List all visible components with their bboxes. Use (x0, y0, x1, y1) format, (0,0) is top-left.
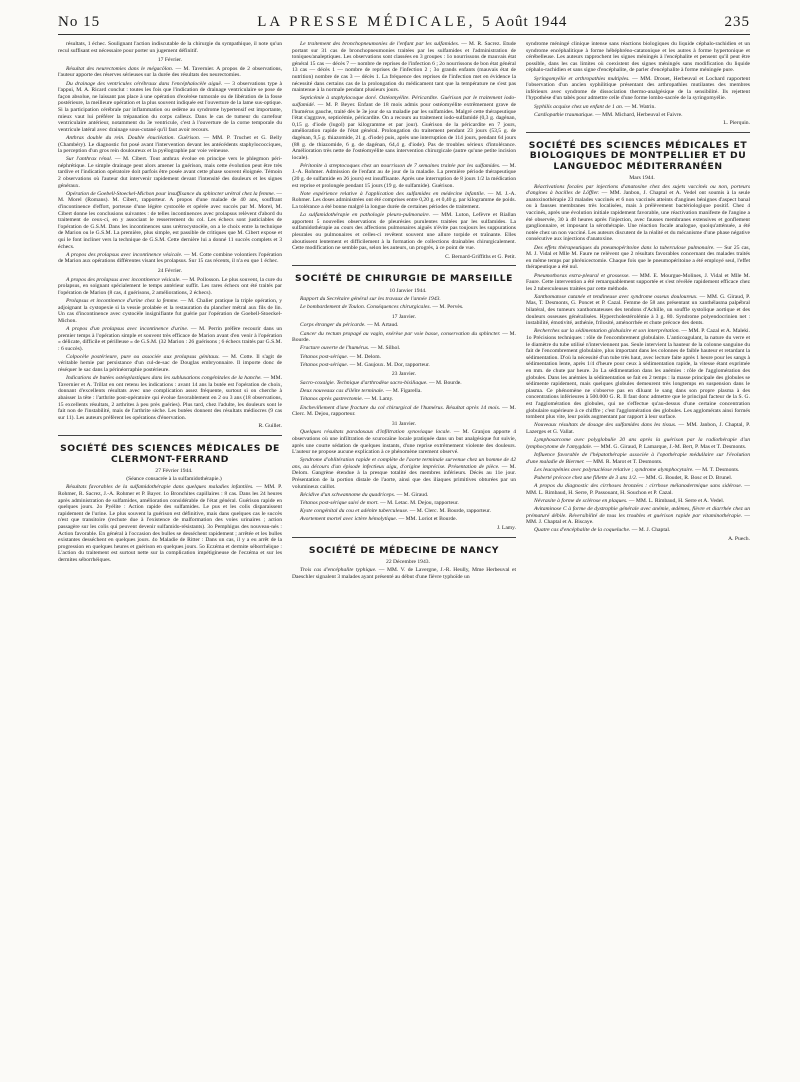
communication (526, 104, 750, 111)
communication (292, 500, 516, 507)
communication-author: — MM. Michard, Herbeuval et Faivre. (593, 111, 683, 118)
article (58, 277, 282, 297)
article (58, 156, 282, 189)
communication-title: Kyste congénital du cou et adénite tuberculeuse. (300, 508, 409, 515)
article (58, 298, 282, 324)
communication-title: Récidive d'un schwannome du quadriceps. (300, 491, 396, 498)
communication (292, 322, 516, 329)
communication (292, 405, 516, 418)
article (58, 326, 282, 352)
article (292, 41, 516, 94)
society-heading: SOCIÉTÉ DE CHIRURGIE DE MARSEILLE (294, 273, 514, 285)
article-body: — MM. Tavernier et A. Trillat en ont retenu les indications : avant 14 ans la butée est l'opération de choix, donnant d'excellents résultats avec une complication assez fréquente, surtout si on cherche à abaisser la tête : l'arthrite post-opératoire qui évolue favorablement en 2 ou 3 ans (18 observations, 15 excellents résultats, 2 arthrites à peu près guéries). Plus tard, chez l'adulte, les douleurs sont le fait non de l'instabilité, mais de l'arthrite sèche. Les butées donnent des résultats médiocres (9 cas sur 11). Les auteurs préfèrent les opérations d'énervation. (58, 375, 282, 421)
communication (526, 184, 750, 243)
communication (292, 429, 516, 455)
article-title: Indications de butées ostéoplastiques dans les subluxations congénitales de la hanche. (66, 375, 262, 382)
society-heading: SOCIÉTÉ DES SCIENCES MÉDICALES ET BIOLOGIQUES DE MONTPELLIER ET DU LANGUEDOC MÉDITERRANÉEN (528, 139, 748, 172)
communication (526, 498, 750, 505)
communication-author: — M. Clerc. M. Bourde, rapporteur. (408, 508, 491, 515)
article (58, 354, 282, 374)
communication-title: Nouveaux résultats de dosage des sulfamides dans les tissus. (534, 422, 677, 429)
communication (526, 112, 750, 119)
communication-title: Réactivations focales par injections d'anatoxine chez des sujets vaccinés ou non, porteurs d'angines à bacilles de Löffler. (526, 183, 750, 197)
communication-title: Enchevillement d'une fracture du col chirurgical de l'humérus. Résultat après 14 mois. (300, 404, 501, 411)
communication-author: — M. T. Desmonts. (693, 466, 740, 473)
communication-author: — M. J. Chaptal. (630, 527, 671, 534)
society-heading: SOCIÉTÉ DES SCIENCES MÉDICALES DE CLERMONT-FERRAND (60, 443, 280, 465)
communication (292, 516, 516, 523)
session-note: (Séance consacrée à la sulfamidothérapie.) (126, 476, 222, 483)
communication-author: — MM. J. Chaptal et A. Biscaye. (526, 512, 750, 526)
journal-name: LA PRESSE MÉDICALE, (257, 14, 476, 30)
communication (292, 304, 516, 311)
article (58, 191, 282, 250)
communication-author: — MM. G. Giraud, P. Lamarque, J.-M. Bert, P. Mas et T. Desmonts. (592, 443, 747, 450)
signature: L. Pierquin. (723, 120, 750, 127)
communication (292, 362, 516, 369)
article-title: Sur l'anthrax rénal. (66, 156, 113, 163)
communication-title: Trois cas d'encéphalite typhique. (300, 567, 377, 574)
article-body: — M. J.-A. Rohmer. Les doses administrées ont été comprises entre 0,20 g. et 0,40 g. par kilogramme de poids. La tolérance a été bonne malgré la longue durée de certaines périodes de traitement. (292, 190, 516, 211)
communication-author: — MM. G. Boudet, R. Bosc et D. Brunel. (637, 474, 733, 481)
communication-title: Sacro-coxalgie. Technique d'arthrodèse sacro-bisiliaque. (300, 379, 428, 386)
page-number: 235 (724, 14, 750, 30)
communication-title: Tétanos post-sérique. (300, 353, 349, 360)
article (58, 135, 282, 155)
columns (58, 41, 750, 1081)
communication-title: Deux nouveaux cas d'iléite terminale. (300, 388, 385, 395)
communication-author: — M. Watrin. (623, 103, 656, 110)
journal-title (257, 14, 567, 31)
communication-title: Tétanos après gastrectomie. (300, 396, 364, 403)
communication (526, 483, 750, 496)
article-body: — MM. P. Truchet et G. Belly (Chambéry). Le diagnostic fut posé avant l'intervention devant les antécédents staphylococciques, la perception d'un gros rein douloureux et la pyélographie par voie veineuse. (58, 134, 282, 155)
communication (292, 492, 516, 499)
communication-title: Syphilis acquise chez un enfant de 1 an. (534, 103, 624, 110)
issue-number: No 15 (58, 14, 101, 30)
communication (292, 457, 516, 490)
article-title: Septicémie à staphylocoque doré. Ostéomyélite. Péricardite. Guérison par le traitement iodo-sulfamidé. (292, 95, 516, 108)
communication (526, 437, 750, 450)
session-date: 23 Janvier. (391, 371, 417, 378)
article-body: — M. Morel (Romans). M. Cibert, rapporteur. A propos d'une malade de 40 ans, souffrant d'incontinence d'effort, porteuse d'une légère cystocèle et opérée avec succès par M. Morel, M. Cibert donne les conclusions suivantes : de telles incontinences avec prolapsus relèvent d'abord du traitement de ceux-ci, en y associant le resserrement du col. Les échecs sont justiciables de l'opération de G.S.M. Dans les incontinences sans urétrocystocèle, on a le choix entre la technique de Marion ou le G.S.M. La première, plus simple, est passible de critiques que M. Cibert expose et qui le font incliner vers la technique de G.S.M. Cette dernière lui a donné 11 succès complets et 3 échecs. (58, 190, 282, 250)
communication-body: — MM. E. Mourgue-Molines, J. Vidal et Mlle M. Faure. Cette intervention a été remarquablement supportée et s'est révélée rapidement efficace chez les 2 tuberculeuses traitées par cette méthode. (526, 272, 750, 292)
session-date: 17 Février. (157, 57, 183, 64)
session-date: 22 Décembre 1943. (386, 559, 430, 566)
article-author: — M. Tavernier. (173, 65, 215, 72)
article (292, 212, 516, 252)
session-date: 17 Janvier. (391, 313, 417, 320)
column-middle (292, 41, 516, 1081)
article-body: — M. Cotte. Il s'agit de véritable hernie par persistance d'un cul-de-sac de Douglas embryonnaire. Il importe donc de réséquer le sac dans la périnéorraphie postérieure. (58, 353, 282, 374)
session-date: 24 Février. (157, 267, 183, 274)
communication-body: — MM. Janbon, J. Chaptal et A. Vedel ont soumis à la seule anatoxinothérapie 23 malades vaccinés et 6 non vaccinés atteints d'angines bénignes d'aspect banal ou à fausses membranes très localisées, mais à prélèvement bactériologique positif. Chez 4 vaccinés, après une évolution initiale rapidement favorable, une réactivation manifeste de l'angine a été observée, 30 à 48 heures après l'injection, avec fausses membranes extensives et gonflement ganglionnaire, et imposant la sérothérapie. Une réaction focale analogue, quoiqu'atténuée, a été notée chez un non vacciné. Les auteurs discutent de la réalité et du mécanisme d'une phase négative consécutive aux injections d'anatoxine. (526, 190, 750, 243)
communication-title: Lymphosarcome avec polyglobulie 20 ans après la guérison par la radiothérapie d'un lymphocytome de l'amygdale. (526, 437, 750, 450)
communication-author: — M. Giraud. (395, 491, 429, 498)
communication (526, 452, 750, 465)
article (58, 252, 282, 265)
divider (292, 537, 516, 538)
communication-body: — MM. P. Cazal et A. Maleki. 1o Précisions techniques : rôle de l'encombrement globulaire. L'anticoagulant, la nature du verre et le diamètre du tube utilisé n'interviennent pas. Seule intervient la hauteur de la colonne sanguine du fait de l'encombrement globulaire, plus important dans les colonnes de faible hauteur et retardant la sédimentation. D'où la nécessité d'un tube très haut, avec lecture faite après 1 heure pour les sangs à sédimentation lente, après 1/4 d'heure pour ceux à sédimentation rapide, la vitesse étant exprimée en mm. de chute par heure. 2o La sédimentation dans les anémies : rôle de l'agglomération des globules. Dans les anémies la sédimentation se fait en 2 temps : la masse principale des globules se sédimente rapidement, mais quelques globules demeurent très longtemps en suspension dans le plasma. Ce phénomène ne s'observe pas en diluant le sang dans son propre plasma à des concentrations inférieures à 500.000 G. R. Il faut donc admettre que le principal facteur de la S. G. est l'agglomération des globules, qui ne s'effectue qu'au-dessus d'une certaine concentration globulaire supérieure à ce chiffre ; c'est l'agglomération des globules. Les agglomérats ainsi formés tombent plus vite, leur poids augmentant par rapport à leur surface. (526, 328, 750, 421)
session-date: 27 Février 1944. (155, 468, 193, 474)
article-title: Du drainage des ventricules cérébraux dans l'encéphalocèle aiguë. (66, 80, 223, 87)
session-date: Mars 1944. (629, 175, 655, 182)
article-title: Anthrax double du rein. Double énucléation. Guérison. (66, 134, 201, 141)
article-title: Résultats favorables de la sulfamidothérapie dans quelques maladies infantiles. (66, 484, 254, 491)
communication-title: Corps étranger du péricarde. (300, 322, 366, 329)
communication (292, 345, 516, 352)
article-title: Péritonite à streptocoques chez un nourrisson de 7 semaines traitée par les sulfamides. (300, 162, 501, 169)
communication-title: Les leucopénies avec polynucléose relative ; syndrome alymphocytaire. (534, 466, 694, 473)
article-body: — MM. Luton, Lefèvre et Riallan apportent 5 nouvelles observations de pleurésies purulentes traitées par les sulfamides. La sulfamidothérapie au cours des affections pulmonaires aiguës n'évite pas toujours les suppurations pleurales ou pulmonaires et celles-ci revêtent souvent une allure torpide et traînante. Elles aboutissent lentement et difficilement à la formation de collections drainables chirurgicalement. Cette modification ne semble pas, selon les auteurs, un progrès, à ce point de vue. (292, 212, 516, 252)
communication-title: A propos du diagnostic des cirrhoses bronzées : cirrhose mélanodermique sans sidérose. (534, 483, 743, 490)
communication (526, 273, 750, 293)
article-title: A propos des prolapsus avec incontinence vésicale. (66, 276, 181, 283)
page-header (58, 14, 750, 35)
communication (526, 294, 750, 327)
communication (526, 475, 750, 482)
article (58, 375, 282, 421)
communication-title: Syndrome d'oblitération rapide et complète de l'aorte terminale survenue chez un homme de 42 ans, au décours d'un épisode infectieux aigu, d'origine imprécise. Présentation de pièce. (292, 457, 516, 470)
society-heading: SOCIÉTÉ DE MÉDECINE DE NANCY (308, 544, 500, 556)
communication-title: Avortement mortel avec ictère hémolytique. (300, 516, 398, 523)
communication (526, 506, 750, 526)
communication-author: — MM. R. Marot et T. Desmonts. (584, 458, 663, 465)
communication-title: Puberté précoce chez une fillette de 3 ans 1/2. (534, 474, 638, 481)
article-body: — M. Chalier pratique la triple opération, y adjoignant la cystopexie si la vessie prolabée et la restauration du plancher métral aux fils de lin. Un cas d'incontinence avec cystocèle insignifiante fut guérie par l'opération de Goebell-Stoeckel-Michon. (58, 297, 282, 324)
communication-title: Tétanos post-sérique suivi de mort. (300, 500, 379, 507)
article-title: A propos des prolapsus avec incontinence vésicale. (66, 251, 183, 258)
communication (292, 331, 516, 344)
communication-body: — MM. V. de Lavergne, J.-R. Heully, Mme Herbeuval et Daeschler signalent 3 malades ayant présenté au début d'une fièvre typhoïde un (292, 567, 516, 580)
signature: A. Puech. (728, 536, 750, 542)
article-title: La sulfamidothérapie en pathologie pleuro-pulmonaire. (300, 212, 431, 219)
communication (526, 245, 750, 271)
article-title: Le traitement des bronchopneumonies de l'enfant par les sulfamides. (300, 41, 460, 47)
article (58, 81, 282, 134)
communication (292, 354, 516, 361)
signature: R. Guillet. (258, 423, 282, 430)
communication-author: — M. Pervès. (430, 304, 464, 311)
column-right (526, 41, 750, 1081)
signature: C. Bernard-Griffiths et G. Petit. (445, 253, 516, 260)
communication-title: Quelques résultats paradoxaux d'infiltration synoviaque locale. (300, 429, 451, 436)
divider (58, 435, 282, 436)
communication-title: Fracture ouverte de l'humérus. (300, 345, 370, 352)
article-body: — M. Pollosson. Le plus souvent, la cure du prolapsus, en soignant spécialement le temps antérieur suffit. Les rares échecs ont été traités par l'opération de Marion (8 cas, 4 guérisons, 2 améliorations, 2 échecs). (58, 276, 282, 296)
divider (526, 132, 750, 133)
article-body: A propos de 2 observations, l'auteur apporte des réserves sérieuses sur la durée des résultats des neurectomies. (58, 65, 282, 79)
article-title: Résultat des neurectomies dans le mégacôlon. (66, 65, 174, 72)
communication-author: — M. Lamy. (363, 396, 394, 403)
article-title: Syringomyélie et arthropathies multiples. (534, 75, 630, 82)
communication-title: Des effets thérapeutiques du pneumopéritoine dans la tuberculose pulmonaire. (534, 244, 715, 251)
article (58, 66, 282, 79)
article (292, 191, 516, 211)
article-title: Prolapsus et incontinence d'urine chez la femme. (66, 297, 179, 304)
article-body: — MM. P. Rohmer, R. Sacrez, J.-A. Rohmer et P. Bayer. 1o Bronchites capillaires : 8 cas. Dans les 24 heures après administration de sulfamides, amélioration considérable de l'état général. Guérison rapide en quelques jours. 2o Pyélite : Action rapide des sulfamides. Le pus et les colis disparaissent rapidement de l'urine. Le plus souvent la guérison est définitive, mais dans quelques cas le succès n'est que transitoire (rechute due à l'existence de malformation des voies urinaires ; action passagère sur les colis qui peuvent devenir sulfamido-résistants). 3o Pemphigus des nouveau-nés : Action favorable. En général à l'occasion des bulles se desséchent rapidement ; arrêtée et les bulles existantes desséchent en quelques jours. 4o Maladie de Ritter : Dans un cas, il y a eu arrêt de la progression en quelques heures et guérison en quelques jours. 5o Eczéma et dermite séborrhéique : L'action du traitement est surtout nette sur la complication impétigineuse de l'eczéma et sur les dermites séborrhéiques. (58, 484, 282, 563)
communication-author: — M. Delom. (348, 353, 381, 360)
article-body: — M. Cibert. Tout anthrax évolue en principe vers le phlegmon péri-néphrétique. Le simple drainage peut alors amener la guérison, mais cette évolution peut être très tardive et l'indication opératoire doit parfois être posée avant cette phase souvent éloignée. Témoin 2 observations où l'auteur dut intervenir rapidement devant l'intensité des douleurs et les signes généraux. (58, 156, 282, 189)
issue-date: 5 Août 1944 (482, 14, 568, 30)
communication-title: Recherches sur la sédimentation globulaire et son interprétation. (534, 328, 680, 335)
communication-title: Xanthomatose cutanée et tendineuse avec syndrome osseux douloureux. (534, 293, 698, 300)
divider (292, 265, 516, 266)
communication (292, 296, 516, 303)
article-body: — M. J.-A. Rohmer. Admission de l'enfant au 4e jour de la maladie. La première période thérapeutique (20 g. de sulfamide en 26 jours) est insuffisante. Après une interruption de 8 jours 1/2 la médication est reprise et prolongée pendant 15 jours (19 g. de sulfamide). Guérison. (292, 162, 516, 189)
communication (292, 380, 516, 387)
communication-title: Cancer du rectum propagé au vagin, exérèse par voie basse, conservation du sphincter. (300, 330, 501, 337)
article-title: A propos d'un prolapsus avec incontinence d'urine. (66, 325, 189, 332)
communication (526, 422, 750, 435)
session-date: 10 Janvier 1944. (389, 287, 427, 294)
communication-author: — M. Silhol. (369, 345, 401, 352)
article-body: — 3 observations type à l'appui, M. A. Ricard conclut : toutes les fois que l'indication de drainage ventriculaire se pose de façon absolue, ne laissant pas place à une opération d'exérèse tumorale ou de libération de la fosse postérieure, la meilleure opération et la plus souvent indiquée est l'ouverture de la lame sus-optique. Si la participation cérébrale par inflammation ou œdème au syndrome hypertensif est importante, mieux vaut lui préférer la trépanation du corps calleux. Dans le cas de tumeur du carrefour ventriculaire antérieur, notamment du 3e ventricule, c'est à l'ouverture de la corne temporale du ventricule latéral avec drainage sous-cutané qu'il faut avoir recours. (58, 80, 282, 133)
communication (292, 388, 516, 395)
article (292, 163, 516, 189)
article-title: Colpocèle postérieure, pure ou associée aux prolapsus génitaux. (66, 353, 220, 360)
article (58, 484, 282, 563)
article-body: — M. P. Beyer. Enfant de 18 mois admis pour ostéomyélite extrêmement grave de l'humérus gauche, traité dès le 3e jour de sa maladie par les sulfamides. Malgré cette thérapeutique l'état s'aggrave, septicémie, péricardite. On a recours au traitement iodo-sulfamidé (0,3 g. dagénan, 0,15 g. d'iode (lugol) par kilogramme et par jour). Guérison de la péricardite en 7 jours, amélioration rapide de l'état général. Prolongation du traitement pendant 23 jours (53,5 g. de dagénan, 9,5 g. thiazomide, 21 g. d'iode) puis, après une interruption de 114 jours, pendant 64 jours (88 g. de thiazomide, 6 g. de dagénan, 64,4 g. d'iode). Pas de troubles sérieux d'intolérance. Amélioration très nette de l'ostéomyélite sans intervention chirurgicale (autre qu'une petite incision locale). (292, 101, 516, 161)
paragraph: résultats, 1 échec. Soulignant l'action indiscutable de la chirurgie du sympathique, il note qu'un recul suffisant est nécessaire pour porter un jugement définitif. (58, 41, 282, 54)
communication-title: Avitaminose C à forme de dystrophie générale avec anémie, œdèmes, fièvre et diarrhée chez un prématuré débile. Réversibilité de tous les troubles et guérison rapide par vitaminothérapie. (526, 506, 750, 519)
communication-title: Le bombardement de Toulon. Conséquences chirurgicales. (300, 304, 431, 311)
signature: J. Lamy. (496, 525, 516, 531)
article (526, 76, 750, 102)
communication-title: Cardiopathie traumatique. (534, 111, 594, 118)
communication-title: Rapport du Secrétaire général sur les travaux de l'année 1943. (300, 296, 441, 303)
communication-author: — M. Clerc. M. Dejou, rapporteur. (292, 404, 516, 418)
communication-body: — M. Granjon apporte 4 observations où une infiltration de scurocaïne locale pratiquée dans un but analgésique fut suivie, après une courte sédation de quelques instants, d'une reprise extrêmement violente des douleurs. L'auteur ne propose aucune explication à ce phénomène rarement observé. (292, 429, 516, 456)
communication-author: — M. Figarella. (384, 388, 422, 395)
communication-author: — MM. Janbon, J. Chaptal, P. Lazerges et G. Vallat. (526, 422, 750, 435)
communication-author: — M. Gaujoux. M. Dor, rapporteur. (348, 361, 430, 368)
communication (526, 328, 750, 420)
communication-author: — MM. L. Rimbaud, H. Serre, P. Passouant, H. Souchon et P. Cazal. (526, 483, 750, 496)
communication-body: — MM. G. Giraud, P. Mas, T. Desmonts, G. Poncet et P. Cazal. Femme de 58 ans présentant un xanthélasma palpébral bilatéral, des tumeurs xanthomateuses des tendons d'Achille, un souffle systolique aortique et des douleurs osseuses généralisées. Hypercholestérolémie à 3 g. 80. Syndrome polyendocrinien net : instabilité, émotivité, asthénie, frilosité, aménorrhée et chute précoce des dents. (526, 293, 750, 327)
article-body: — MM. Drouet, Herbeuval et Lochard rapportent l'observation d'un ancien syphilitique présentant des arthropathies mutilantes des membres inférieurs avec syndrome de dissociation thermo-analgésique de la sensibilité. Ils rejettent l'hypothèse d'un tabès pour admettre celle d'une forme lombo-sacrée de la syringomyélie. (526, 75, 750, 102)
communication-title: Quatre cas d'encéphalite de la coqueluche. (534, 527, 631, 534)
paragraph: syndrome méningé clinique intense sans réactions biologiques du liquide céphalo-rachidien et un syndrome encéphalitique à forme hébéphréno-catatonique et les autres à forme hypertonique et cérébelleuse. Les auteurs rapprochent les signes méningés à l'encéphalite et pensent qu'il peut être possible, dans les cas limites où coexistent des signes méningés sans modification du liquide céphalo-rachidien et sans signe d'encéphalite, de parler d'encéphalite à forme méningée pure. (526, 41, 750, 74)
communication-author: — M. Artaud. (365, 322, 399, 329)
communication-title: Influence favorable de l'hépatothérapie associée à l'opothérapie médullaire sur l'évolution d'une maladie de Biermer. (526, 451, 750, 465)
session-date: 31 Janvier. (391, 420, 417, 427)
article (292, 95, 516, 161)
communication (526, 467, 750, 474)
communication (526, 527, 750, 534)
communication-author: — M. Bourde. (292, 330, 516, 344)
communication-author: — MM. L. Rimbaud, H. Serre et A. Vedel. (627, 497, 725, 504)
communication-author: — M. Letac. M. Dejou, rapporteur. (378, 500, 459, 507)
article-body: — M. R. Sacrez. Etude portant sur 31 cas de bronchopneumonies traitées par les sulfamides et l'administration de toniques/analeptiques. Les observations sont classées en 3 groupes : 1o nourrissons de mauvais état général 15 cas — décès 7 — nombre de reprises de l'infection 6 ; 2o nourrissons de bon état général 13 cas — décès 1 — nombre de reprises de l'infection 2 ; 3o grands enfants (mauvais état de nutrition) nombre de cas 3 — décès 1. La fréquence des reprises de l'infection met en évidence la nécessité dans certains cas de la prolongation du médicament tant que la température ne s'est pas maintenue à la normale pendant plusieurs jours. (292, 41, 516, 94)
communication-author: — M. Bourde. (427, 379, 462, 386)
communication-body: — Sur 25 cas, M. J. Vidal et Mlle M. Faure ne relèvent que 2 résultats favorables concernant des malades traités en même temps par phrénicectomie. Chaque fois que le pneumopéritoine a été employé seul, l'effet thérapeutique a été nul. (526, 244, 750, 271)
communication-title: Névraxite à forme de sclérose en plaques. (534, 497, 628, 504)
article-body: — M. Perrin préfère recourir dans un premier temps à l'opération simple et souvent très efficace de Marion avant d'en venir à l'opération « délicate, difficile et périlleuse » de G.S.M. (32 Marion : 26 guérisons ; 6 échecs traités par G.S.M. : 6 succès). (58, 325, 282, 352)
communication (292, 508, 516, 515)
communication-title: Pneumothorax extra-pleural et grossesse. (534, 272, 630, 279)
article-body: — M. Cotte combine volontiers l'opération de Marion aux opérations différentes visant les prolapsus. Sur 15 cas récents, il n'a eu que 1 échec. (58, 251, 282, 265)
article-title: Opération de Goebell-Stoeckel-Michon pour insuffisance du sphincter urétral chez la femme. (66, 190, 275, 197)
communication-body: — M. Delom. Gangrène étendue à la presque totalité des membres inférieurs. Décès au 11e jour. Présentation de la portion distale de l'aorte, ainsi que des iliaques primitives obturées par un volumineux caillot. (292, 463, 516, 490)
communication-author: — MM. Loriot et Bourde. (397, 516, 458, 523)
article-title: Note expérience relative à l'application des sulfamides en médecine infantile. (300, 190, 485, 197)
communication (292, 396, 516, 403)
column-left (58, 41, 282, 1081)
communication-title: Tétanos post-sérique. (300, 361, 349, 368)
communication (292, 567, 516, 580)
